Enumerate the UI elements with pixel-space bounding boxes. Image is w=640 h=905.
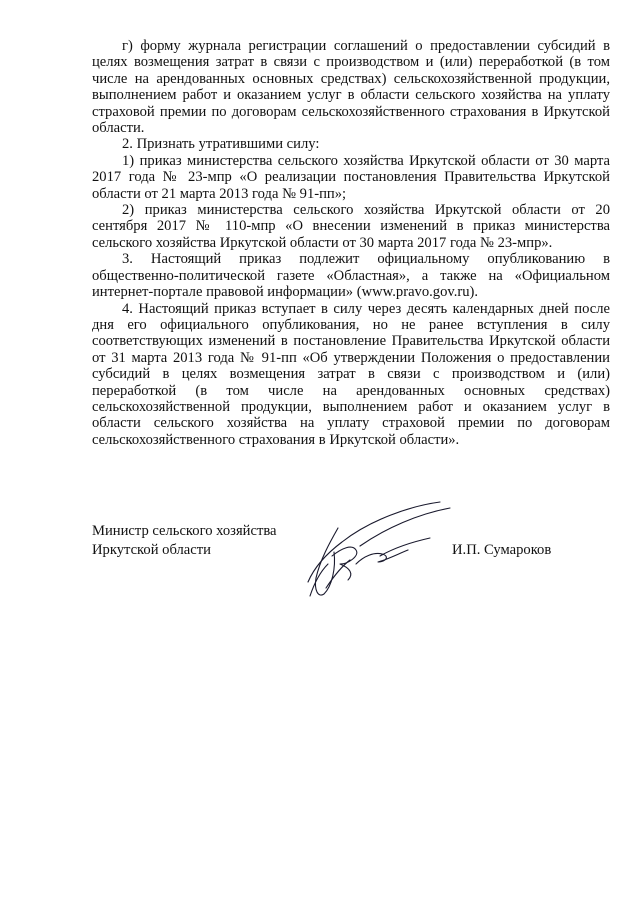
- signatory-title: [92, 522, 277, 560]
- signatory-title-line-1: Министр сельского хозяйства: [92, 523, 277, 539]
- paragraph-repeal-heading: 2. Признать утратившими силу:: [122, 136, 320, 153]
- paragraph-repeal-item-2: 2) приказ министерства сельского хозяйства Иркутской области от 20 сентября 2017 № 110-мпр «О внесении изменений в приказ министерства сельского хозяйства Иркутской области от 30 марта 2017 года № 23-мпр».: [92, 202, 610, 251]
- signatory-name: И.П. Сумароков: [452, 542, 552, 558]
- paragraph-effective-date: 4. Настоящий приказ вступает в силу через десять календарных дней после дня его официального опубликования, но не ранее вступления в силу соответствующих изменений в постановление Правительства Иркутской области от 31 марта 2013 года № 91-пп «Об утверждении Положения о предоставлении субсидий в целях возмещения затрат в связи с производством и (или) переработкой (в том числе на арендованных основных средствах) сельскохозяйственной продукции, выполнением работ и оказанием услуг в области сельского хозяйства на уплату страховой премии по договорам сельскохозяйственного страхования в Иркутской области».: [92, 300, 610, 448]
- document-body: [92, 38, 610, 448]
- paragraph-repeal-item-1: 1) приказ министерства сельского хозяйства Иркутской области от 30 марта 2017 года № 23-мпр «О реализации постановления Правительства Иркутской области от 21 марта 2013 года № 91-пп»;: [92, 152, 610, 202]
- signatory-title-line-2: Иркутской области: [92, 542, 211, 558]
- handwritten-signature: [290, 498, 470, 608]
- paragraph-subsidy-journal: г) форму журнала регистрации соглашений о предоставлении субсидий в целях возмещения затрат в связи с производством и (или) переработкой (в том числе на арендованных основных средствах) сельскохозяйственной продукции, выполнением работ и оказанием услуг в области сельского хозяйства на уплату страховой премии по договорам сельскохозяйственного страхования в Иркутской области.: [92, 38, 610, 137]
- paragraph-publication: 3. Настоящий приказ подлежит официальному опубликованию в общественно-политической газете «Областная», а также на «Официальном интернет-портале правовой информации» (www.pravo.gov.ru).: [92, 251, 610, 301]
- signature-block: [92, 522, 612, 612]
